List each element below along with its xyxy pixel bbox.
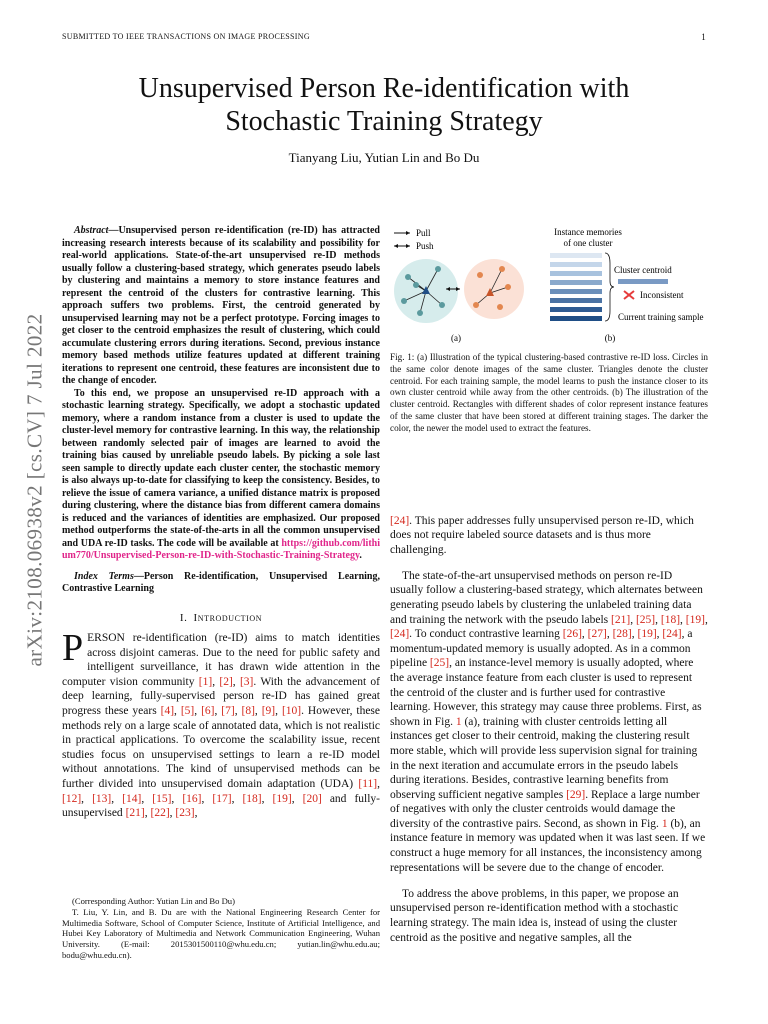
text-segment: ,: [234, 705, 242, 718]
current-sample-label: Current training sample: [618, 312, 704, 322]
memory-brace-icon: [605, 253, 614, 321]
citation-link[interactable]: [29]: [566, 788, 586, 801]
citation-link[interactable]: [22]: [150, 807, 170, 820]
section-heading-introduction: [62, 612, 380, 626]
section-title: Introduction: [193, 611, 263, 624]
citation-link[interactable]: 1: [455, 715, 462, 728]
citation-link[interactable]: [3]: [239, 675, 254, 688]
figure-1-caption: Fig. 1: (a) Illustration of the typical clustering-based contrastive re-ID loss. Circles in the same color denote images of the same cluster. Triangles denote the cluster centroid. For each training sample, the model learns to push the instance closer to its own cluster centroid while away from the other centroids. (b) The illustration of the cluster centroid. Rectangles with different shades of color represent instance features of the same cluster that have been stored at different training stages. The darker the color, the newer the model used to extract the features.: [390, 352, 708, 433]
left-column: [62, 225, 380, 821]
text-segment: , an instance-level memory is usually adopted, where the average instance feature from each cluster is used to represent the centroid of the cluster and is further used for contrastive learning. However, this strategy may cause three problems. First, as shown in Fig.: [390, 657, 702, 728]
text-segment: ,: [141, 792, 153, 805]
text-segment: ,: [581, 628, 588, 641]
text-segment: ,: [704, 613, 708, 626]
text-segment: ,: [377, 778, 380, 791]
citation-link[interactable]: [1]: [198, 675, 213, 688]
text-segment: ,: [194, 705, 202, 718]
text-segment: ,: [656, 628, 663, 641]
text-segment: ,: [261, 792, 273, 805]
paper-title: [60, 72, 708, 138]
subfigure-label-b: (b): [604, 333, 616, 343]
citation-link[interactable]: [18]: [660, 613, 681, 626]
citation-link[interactable]: [28]: [612, 628, 632, 641]
footnote-corresponding: (Corresponding Author: Yutian Lin and Bo Du): [72, 896, 235, 906]
right-paragraph-3: To address the above problems, in this paper, we propose an unsupervised person re-identification method with a stochastic learning strategy. The main idea is, instead of using the cluster centroid as the positive and negative samples, all the: [390, 887, 679, 944]
text-segment: ,: [680, 613, 686, 626]
citation-link[interactable]: [24]: [390, 628, 410, 641]
abstract-text-1: —Unsupervised person re-identification (re-ID) has attracted increasing research interests because of its scalability and possibility for real-world applications. State-of-the-art unsupervised re-ID methods usually follow a clustering-based strategy, which generates pseudo labels by clustering and maintains a memory to store instance features and represent the centroid of the clusters for contrastive learning. This approach suffers two problems. First, the centroid generated by unsupervised learning may not be a perfect prototype. Forcing images to get closer to the centroid emphasizes the result of clustering, which could accumulate clustering errors during iterations. Second, previous instance memory based methods utilize features updated at different training iterations to represent one centroid, these features are inconsistent due to the change of encoder.: [62, 225, 380, 386]
pull-arrowhead-icon: [406, 231, 410, 235]
citation-link[interactable]: [19]: [637, 628, 657, 641]
intro-lead-caps: ERSON: [87, 632, 125, 645]
citation-link[interactable]: [27]: [587, 628, 607, 641]
intro-paragraph: [62, 627, 381, 821]
citation-link[interactable]: [12]: [62, 792, 82, 805]
citation-link[interactable]: [21]: [611, 613, 631, 626]
title-line-1: Unsupervised Person Re-identification with: [138, 73, 630, 104]
citation-link[interactable]: [24]: [390, 514, 410, 527]
text-segment: , a momentum-updated memory is usually adopted. As in a common pipeline: [390, 628, 693, 670]
text-segment: ,: [655, 613, 661, 626]
text-segment: ,: [606, 628, 613, 641]
citation-link[interactable]: [9]: [261, 705, 276, 718]
text-segment: ,: [212, 675, 220, 688]
citation-link[interactable]: [16]: [182, 792, 202, 805]
centroid-bar: [618, 279, 668, 284]
text-segment: re-identification (re-ID) aims to match identities across disjoint cameras. Due to the need for public safety and intelligent surveillance, it has drawn wide attention in the computer vision community: [62, 632, 380, 688]
citation-link[interactable]: [7]: [221, 705, 235, 718]
memory-bar: [550, 271, 602, 276]
footnote: [62, 896, 380, 961]
inconsistent-label: Inconsistent: [640, 290, 684, 300]
author-list: Tianyang Liu, Yutian Lin and Bo Du: [288, 150, 480, 165]
citation-link[interactable]: [2]: [219, 675, 233, 688]
memory-bar: [550, 307, 602, 312]
arxiv-identifier: [20, 290, 50, 690]
citation-link[interactable]: 1: [661, 817, 668, 830]
text-segment: ,: [231, 792, 243, 805]
text-segment: ,: [171, 792, 183, 805]
citation-link[interactable]: [15]: [152, 792, 172, 805]
memory-label-1: Instance memories: [554, 227, 622, 237]
memory-bar: [550, 316, 602, 321]
right-paragraph-1: [390, 514, 708, 558]
text-segment: (b), an instance feature in memory was updated when it was last seen. If we construct a huge memory for all instances, the inconsistency among representations will be severe due to the change of encoder.: [390, 817, 706, 874]
text-segment: ,: [275, 705, 282, 718]
citation-link[interactable]: [10]: [281, 705, 302, 718]
figure-1-illustration: [390, 225, 708, 347]
running-title: SUBMITTED TO IEEE TRANSACTIONS ON IMAGE PROCESSING: [62, 32, 310, 41]
abstract-text-2: To this end, we propose an unsupervised re-ID approach with a stochastic learning strategy. Specifically, we adopt a stochastic updated memory, where a random instance from a cluster is used to update the cluster-level memory for contrastive learning. In this way, the relationship between randomly selected pair of images are learned to avoid the training bias caused by unreliable pseudo labels. By picking a sole last seen sample to directly update each cluster center, the stochastic memory is also always up-to-date for classifying to keep the consistency. Besides, to relieve the issue of camera variance, a unified distance matrix is proposed during clustering, where the distance bias from different camera domains is reduced and the variances of identities are emphasized. Our proposed method outperforms the state-of-the-arts in all the common unsupervised and UDA re-ID tasks. The code will be available at: [62, 387, 380, 549]
text-segment: ,: [630, 613, 636, 626]
memory-bar: [550, 289, 602, 294]
text-segment: The state-of-the-art unsupervised methods on person re-ID usually follow a clustering-based strategy, which alternates between generating pseudo labels by clustering the unlabeled training data and training the network with the pseudo labels: [390, 569, 703, 626]
memory-bar: [550, 253, 602, 258]
text-segment: ,: [194, 807, 198, 820]
citation-link[interactable]: [11]: [358, 778, 378, 791]
section-number: I.: [179, 611, 188, 624]
text-segment: ,: [254, 705, 262, 718]
text-segment: ,: [144, 807, 151, 820]
citation-link[interactable]: [5]: [180, 705, 195, 718]
text-segment: ,: [174, 705, 181, 718]
text-segment: ,: [81, 792, 93, 805]
text-segment: ,: [232, 675, 240, 688]
memory-bars: [550, 253, 602, 321]
index-terms: [62, 571, 380, 596]
citation-link[interactable]: [17]: [212, 792, 232, 805]
cluster-centroid-label: Cluster centroid: [614, 265, 672, 275]
push-arrowhead-left-icon: [394, 244, 398, 248]
abstract-paragraph-1: [62, 225, 380, 388]
text-segment: . With the advancement of deep learning, fully-supervised person re-ID has gained great progress these years: [62, 675, 381, 718]
subfigure-label-a: (a): [451, 333, 461, 343]
citation-link[interactable]: [13]: [92, 792, 112, 805]
text-segment: ,: [201, 792, 213, 805]
text-segment: . To conduct contrastive learning: [409, 628, 563, 641]
text-segment: ,: [214, 705, 222, 718]
citation-link[interactable]: [14]: [122, 792, 142, 805]
citation-link[interactable]: [25]: [429, 657, 450, 670]
push-arrowhead-right-icon: [406, 244, 410, 248]
abstract-lead: Abstract: [74, 225, 109, 236]
orange-cluster-circle: [464, 259, 524, 319]
drop-cap: P: [62, 627, 84, 670]
text-segment: ,: [291, 792, 303, 805]
legend-push: Push: [416, 241, 434, 251]
footnote-affiliation: T. Liu, Y. Lin, and B. Du are with the National Engineering Research Center for Multimedia Software, School of Computer Science, Institute of Artificial Intelligence, and Hubei Key Laboratory of Multimedia and Network Communication Engineering, Wuhan University. (E-mail: 2015301500110@whu.edu.cn; yutian.lin@whu.edu.au; bodu@whu.edu.cn).: [62, 906, 380, 960]
text-segment: . Replace a large number of negatives with only the cluster centroids would damage the diversity of the contrastive pairs. Second, as shown in Fig.: [390, 788, 700, 830]
index-terms-lead: Index Terms: [74, 570, 134, 582]
memory-bar: [550, 298, 602, 303]
citation-link[interactable]: [19]: [272, 792, 292, 805]
text-segment: and fully-unsupervised: [62, 792, 381, 820]
text-segment: (a), training with cluster centroids letting all instances get closer to their centroid, making the clustering result more stable, which will provide less supervision signal for training in the next iteration and accumulate errors in the pseudo labels during iterations. Besides, contrastive learning benefits from observing sufficient negative samples: [390, 715, 698, 801]
title-line-2: Stochastic Training Strategy: [225, 106, 543, 137]
citation-link[interactable]: [19]: [685, 613, 705, 626]
citation-link[interactable]: [4]: [160, 705, 175, 718]
memory-bar: [550, 262, 602, 267]
figure-1: [390, 225, 708, 347]
text-segment: . This paper addresses fully unsupervised person re-ID, which does not require labeled source datasets and is thus more challenging.: [390, 514, 694, 556]
citation-link[interactable]: [25]: [635, 613, 656, 626]
text-segment: ,: [169, 807, 176, 820]
citation-link[interactable]: [26]: [562, 628, 582, 641]
page-number: 1: [701, 32, 706, 42]
memory-label-2: of one cluster: [563, 238, 613, 248]
text-segment: ,: [631, 628, 638, 641]
running-header: [62, 32, 706, 44]
legend-pull: Pull: [416, 228, 431, 238]
right-column: [390, 502, 708, 957]
citation-link[interactable]: [18]: [242, 792, 262, 805]
index-terms-text: —Person Re-identification, Unsupervised Learning, Contrastive Learning: [62, 570, 380, 594]
citation-link[interactable]: [23]: [175, 807, 195, 820]
abstract-paragraph-2: [62, 388, 380, 563]
citation-link[interactable]: [21]: [125, 807, 145, 820]
abstract-end: .: [359, 550, 362, 561]
text-segment: . However, these methods rely on a large scale of annotated data, which is not realistic in practical applications. To overcome the scalability issue, recent studies focus on unsupervised settings to learn a re-ID model without annotations. The kind of unsupervised methods can be further divided into unsupervised domain adaptation (UDA): [62, 705, 381, 791]
right-paragraph-2: [390, 569, 708, 875]
citation-link[interactable]: [20]: [302, 792, 322, 805]
citation-link[interactable]: [24]: [662, 628, 682, 641]
cluster-push-right-head-icon: [456, 287, 460, 291]
text-segment: ,: [111, 792, 123, 805]
arxiv-id-text: arXiv:2108.06938v2 [cs.CV] 7 Jul 2022: [22, 313, 47, 667]
code-link[interactable]: https://github.com/lithium770/Unsupervised-Person-re-ID-with-Stochastic-Training-Strategy: [62, 537, 380, 561]
citation-link[interactable]: [8]: [241, 705, 255, 718]
memory-bar: [550, 280, 602, 285]
citation-link[interactable]: [6]: [201, 705, 215, 718]
inconsistent-x-icon: [624, 291, 634, 299]
